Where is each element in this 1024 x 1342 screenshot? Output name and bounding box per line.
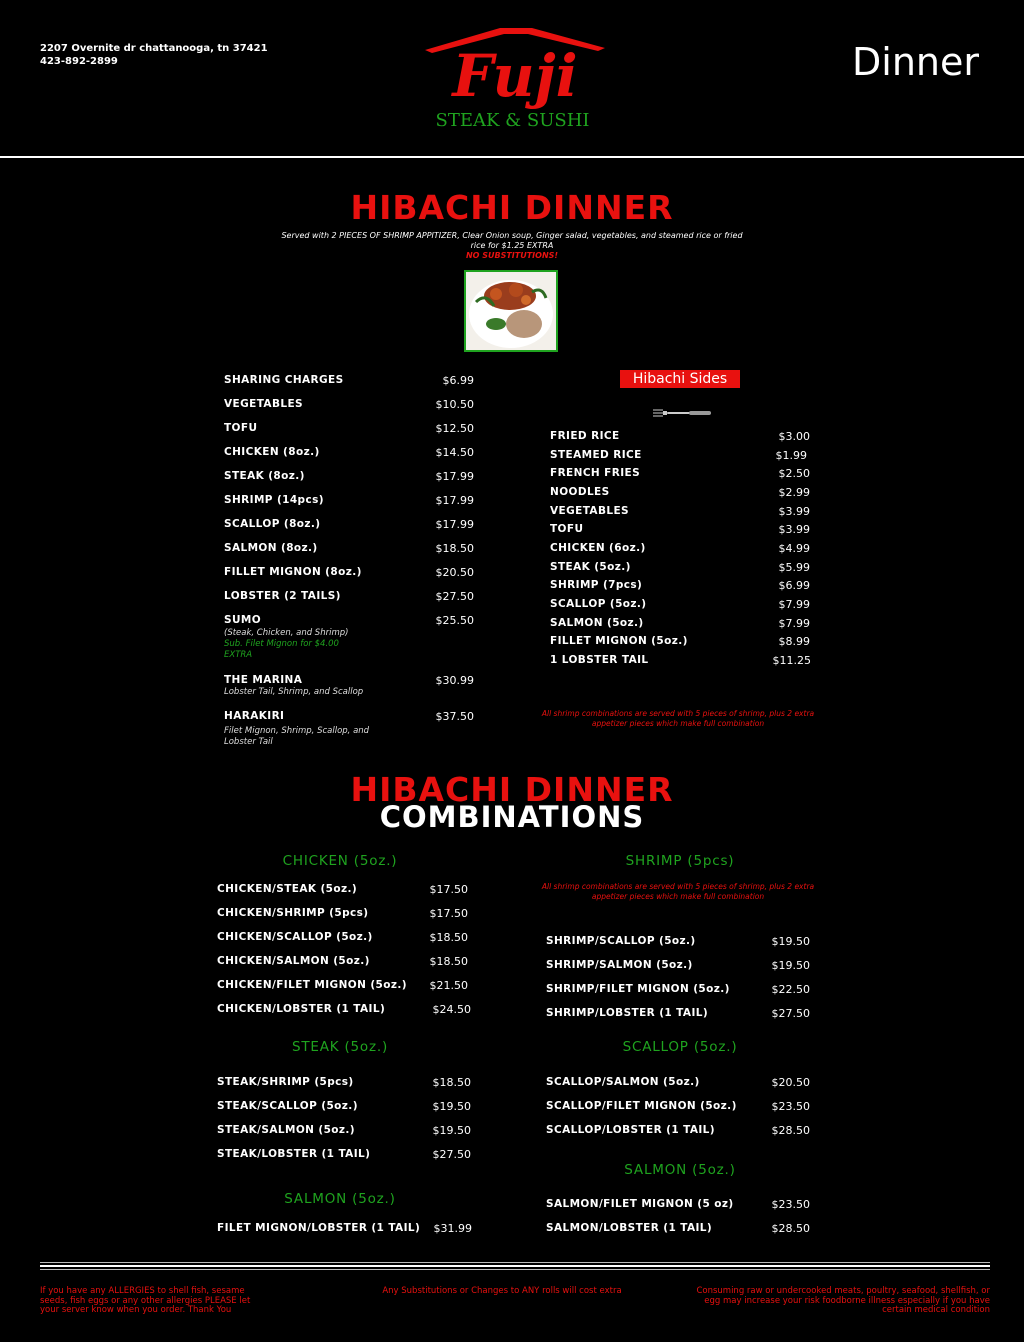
combo-item-name: SCALLOP/LOBSTER (1 TAIL) (546, 1124, 715, 1136)
side-item-price: $3.99 (778, 523, 810, 536)
combo-item-name: CHICKEN/LOBSTER (1 TAIL) (217, 1003, 386, 1015)
side-item-price: $2.99 (778, 486, 810, 499)
combo-item-name: STEAK/SCALLOP (5oz.) (217, 1100, 358, 1112)
side-item-name: 1 LOBSTER TAIL (550, 654, 649, 666)
side-item-price: $1.99 (775, 449, 807, 462)
side-item-price: $3.00 (778, 430, 810, 443)
combo-item-price: $23.50 (771, 1198, 810, 1211)
menu-item-price: $27.50 (435, 590, 474, 603)
menu-item-price: $17.99 (435, 470, 474, 483)
side-item-price: $4.99 (778, 542, 810, 555)
shrimp-combination-note: All shrimp combinations are served with 5 pieces of shrimp, plus 2 extra appetizer pieces which make full combination (541, 709, 815, 728)
combo-item-price: $19.50 (771, 959, 810, 972)
combo-item-name: SALMON/LOBSTER (1 TAIL) (546, 1222, 713, 1234)
side-item-name: SHRIMP (7pcs) (550, 579, 643, 591)
combo-item-price: $27.50 (771, 1007, 810, 1020)
combo-item-price: $19.50 (432, 1100, 471, 1113)
combo-item-price: $28.50 (771, 1124, 810, 1137)
menu-item-price: $20.50 (435, 566, 474, 579)
combo-item-name: SCALLOP/FILET MIGNON (5oz.) (546, 1100, 737, 1112)
address: 2207 Overnite dr chattanooga, tn 37421 (40, 43, 268, 54)
logo-text: Fuji (452, 42, 578, 110)
combo-item-name: CHICKEN/SCALLOP (5oz.) (217, 931, 373, 943)
side-item-price: $3.99 (778, 505, 810, 518)
side-item-name: VEGETABLES (550, 505, 629, 517)
combinations-title-line1: HIBACHI DINNER (350, 770, 674, 809)
shrimp-combination-note: All shrimp combinations are served with 5 pieces of shrimp, plus 2 extra appetizer pieces which make full combination (541, 882, 815, 901)
side-item-name: FILLET MIGNON (5oz.) (550, 635, 688, 647)
category-salmon-right: SALMON (5oz.) (624, 1162, 736, 1178)
menu-item-price: $18.50 (435, 542, 474, 555)
menu-item-price: $14.50 (435, 446, 474, 459)
menu-item-price: $6.99 (442, 374, 474, 387)
side-item-name: FRIED RICE (550, 430, 620, 442)
menu-item-name: CHICKEN (8oz.) (224, 446, 320, 458)
footer-divider-3 (40, 1269, 990, 1270)
combinations-title-line2: COMBINATIONS (379, 800, 645, 834)
combo-item-name: STEAK/SHRIMP (5pcs) (217, 1076, 354, 1088)
combo-item-price: $17.50 (429, 883, 468, 896)
side-item-name: CHICKEN (6oz.) (550, 542, 646, 554)
combo-item-name: STEAK/LOBSTER (1 TAIL) (217, 1148, 371, 1160)
menu-item-name: SCALLOP (8oz.) (224, 518, 321, 530)
combo-item-price: $28.50 (771, 1222, 810, 1235)
side-item-name: FRENCH FRIES (550, 467, 641, 479)
footer-divider-2 (40, 1265, 990, 1267)
restaurant-address-block (40, 42, 268, 68)
menu-item-description: (Steak, Chicken, and Shrimp) (224, 628, 349, 638)
menu-item-name: VEGETABLES (224, 398, 303, 410)
category-steak: STEAK (5oz.) (291, 1039, 389, 1055)
category-salmon-left: SALMON (5oz.) (284, 1191, 396, 1207)
side-item-price: $7.99 (778, 617, 810, 630)
side-item-name: SCALLOP (5oz.) (550, 598, 647, 610)
allergy-notice: If you have any ALLERGIES to shell fish, sesame seeds, fish eggs or any other allergies PLEASE let your server know when you order. Thank You (40, 1286, 251, 1315)
menu-item-price: $17.99 (435, 518, 474, 531)
side-item-price: $7.99 (778, 598, 810, 611)
served-with-text: Served with 2 PIECES OF SHRIMP APPITIZER, Clear Onion soup, Ginger salad, vegetables, and steamed rice or fried rice for $1.25 EXTRA (281, 231, 743, 250)
combo-item-name: FILET MIGNON/LOBSTER (1 TAIL) (217, 1222, 421, 1234)
combo-item-price: $24.50 (432, 1003, 471, 1016)
menu-item-price: $12.50 (435, 422, 474, 435)
combo-item-price: $21.50 (429, 979, 468, 992)
menu-item-name: SALMON (8oz.) (224, 542, 318, 554)
menu-item-name: SHRIMP (14pcs) (224, 494, 324, 506)
menu-item-description: Filet Mignon, Shrimp, Scallop, and Lobster Tail (224, 726, 370, 747)
menu-item-price: $10.50 (435, 398, 474, 411)
menu-item-name: SHARING CHARGES (224, 374, 344, 386)
menu-item-price: $25.50 (435, 614, 474, 627)
combo-item-name: SHRIMP/SCALLOP (5oz.) (546, 935, 696, 947)
combo-item-price: $18.50 (429, 955, 468, 968)
combo-item-price: $20.50 (771, 1076, 810, 1089)
menu-item-name: STEAK (8oz.) (224, 470, 305, 482)
side-item-name: STEAK (5oz.) (550, 561, 631, 573)
menu-item-name: TOFU (224, 422, 258, 434)
hibachi-food-photo (464, 270, 558, 352)
side-item-price: $5.99 (778, 561, 810, 574)
side-item-price: $6.99 (778, 579, 810, 592)
combo-item-price: $19.50 (432, 1124, 471, 1137)
menu-item-price: $37.50 (435, 710, 474, 723)
menu-item-name: FILLET MIGNON (8oz.) (224, 566, 362, 578)
side-item-price: $11.25 (772, 654, 811, 667)
combo-item-price: $27.50 (432, 1148, 471, 1161)
side-item-name: TOFU (550, 523, 584, 535)
fork-icon (653, 403, 713, 413)
category-chicken: CHICKEN (5oz.) (282, 853, 398, 869)
side-item-price: $8.99 (778, 635, 810, 648)
phone: 423-892-2899 (40, 56, 118, 67)
combo-item-price: $19.50 (771, 935, 810, 948)
hibachi-sides-title: Hibachi Sides (620, 370, 740, 388)
header-divider (0, 156, 1024, 158)
combo-item-name: CHICKEN/STEAK (5oz.) (217, 883, 358, 895)
side-item-price: $2.50 (778, 467, 810, 480)
combo-item-name: CHICKEN/SALMON (5oz.) (217, 955, 370, 967)
menu-item-description: Lobster Tail, Shrimp, and Scallop (224, 687, 364, 697)
combo-item-price: $31.99 (433, 1222, 472, 1235)
combo-item-price: $23.50 (771, 1100, 810, 1113)
combo-item-price: $17.50 (429, 907, 468, 920)
menu-item-price: $17.99 (435, 494, 474, 507)
combo-item-name: SALMON/FILET MIGNON (5 oz) (546, 1198, 734, 1210)
combo-item-name: SCALLOP/SALMON (5oz.) (546, 1076, 700, 1088)
combo-item-price: $22.50 (771, 983, 810, 996)
combo-item-name: SHRIMP/LOBSTER (1 TAIL) (546, 1007, 709, 1019)
side-item-name: NOODLES (550, 486, 610, 498)
logo-subtitle: STEAK & SUSHI (435, 110, 590, 131)
side-item-name: SALMON (5oz.) (550, 617, 644, 629)
menu-item-upgrade-note: Sub. Filet Mignon for $4.00 EXTRA (224, 639, 339, 660)
combo-item-name: CHICKEN/SHRIMP (5pcs) (217, 907, 369, 919)
combo-item-name: CHICKEN/FILET MIGNON (5oz.) (217, 979, 407, 991)
consumption-warning: Consuming raw or undercooked meats, poultry, seafood, shellfish, or egg may increase your risk foodborne illness especially if you have certain medical condition (696, 1286, 990, 1315)
menu-item-name: THE MARINA (224, 674, 303, 686)
substitution-notice: Any Substitutions or Changes to ANY rolls will cost extra (382, 1286, 622, 1296)
menu-item-name: LOBSTER (2 TAILS) (224, 590, 341, 602)
category-shrimp: SHRIMP (5pcs) (625, 853, 735, 869)
hibachi-description (280, 231, 744, 261)
menu-item-name: HARAKIRI (224, 710, 285, 722)
menu-item-price: $30.99 (435, 674, 474, 687)
combo-item-name: SHRIMP/FILET MIGNON (5oz.) (546, 983, 730, 995)
combo-item-price: $18.50 (429, 931, 468, 944)
meal-title: Dinner (852, 40, 979, 84)
hibachi-title: HIBACHI DINNER (350, 188, 674, 227)
category-scallop: SCALLOP (5oz.) (622, 1039, 738, 1055)
menu-item-name: SUMO (224, 614, 262, 626)
combo-item-price: $18.50 (432, 1076, 471, 1089)
footer-divider-1 (40, 1262, 990, 1263)
no-substitutions-text: NO SUBSTITUTIONS! (465, 251, 559, 260)
combo-item-name: SHRIMP/SALMON (5oz.) (546, 959, 693, 971)
side-item-name: STEAMED RICE (550, 449, 642, 461)
combo-item-name: STEAK/SALMON (5oz.) (217, 1124, 356, 1136)
